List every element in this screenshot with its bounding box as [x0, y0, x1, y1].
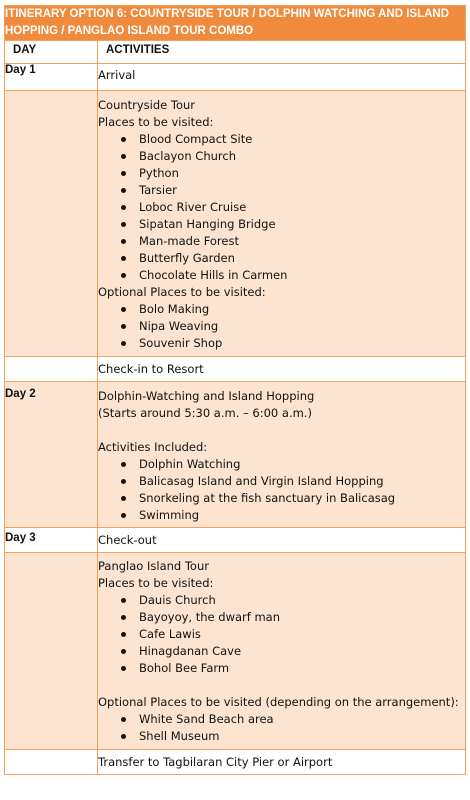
list-item: Cafe Lawis	[98, 626, 465, 643]
day3-transfer-empty	[5, 750, 98, 775]
day2-time: (Starts around 5:30 a.m. – 6:00 a.m.)	[98, 406, 312, 420]
day1-tour-name: Countryside Tour	[98, 98, 196, 112]
day1-optional-list	[98, 301, 465, 352]
day1-checkin-empty	[5, 357, 98, 382]
day1-optional-label: Optional Places to be visited:	[98, 285, 266, 299]
bullet-icon	[121, 734, 126, 739]
list-item: Dolphin Watching	[98, 456, 465, 473]
list-item: Shell Museum	[98, 728, 465, 745]
day1-empty-cell	[5, 91, 98, 357]
list-item: Dauis Church	[98, 592, 465, 609]
list-item: Butterfly Garden	[98, 250, 465, 267]
bullet-icon	[121, 479, 126, 484]
bullet-icon	[121, 649, 126, 654]
day3-optional-list	[98, 711, 465, 745]
bullet-icon	[121, 341, 126, 346]
day1-places-list	[98, 131, 465, 284]
day3-places-list	[98, 592, 465, 677]
bullet-icon	[121, 205, 126, 210]
day2-title: Dolphin-Watching and Island Hopping	[98, 389, 315, 403]
bullet-icon	[121, 632, 126, 637]
bullet-icon	[121, 222, 126, 227]
list-item: Chocolate Hills in Carmen	[98, 267, 465, 284]
bullet-icon	[121, 598, 126, 603]
bullet-icon	[121, 717, 126, 722]
bullet-icon	[121, 666, 126, 671]
bullet-icon	[121, 513, 126, 518]
list-item: Blood Compact Site	[98, 131, 465, 148]
list-item: Nipa Weaving	[98, 318, 465, 335]
day3-optional-label: Optional Places to be visited (depending on the arrangement):	[98, 695, 459, 709]
header-activities: ACTIVITIES	[106, 44, 170, 56]
list-item: Balicasag Island and Virgin Island Hopping	[98, 473, 465, 490]
day2-row	[5, 382, 466, 528]
list-item: Sipatan Hanging Bridge	[98, 216, 465, 233]
day1-tour-row	[5, 91, 466, 357]
bullet-icon	[121, 324, 126, 329]
bullet-icon	[121, 496, 126, 501]
bullet-icon	[121, 256, 126, 261]
day3-checkout: Check-out	[98, 528, 466, 553]
bullet-icon	[121, 239, 126, 244]
list-item: Bayoyoy, the dwarf man	[98, 609, 465, 626]
list-item: Swimming	[98, 507, 465, 524]
list-item: Snorkeling at the fish sanctuary in Balicasag	[98, 490, 465, 507]
list-item: White Sand Beach area	[98, 711, 465, 728]
bullet-icon	[121, 137, 126, 142]
day1-arrival: Arrival	[98, 64, 466, 91]
bullet-icon	[121, 188, 126, 193]
bullet-icon	[121, 615, 126, 620]
day1-checkin: Check-in to Resort	[98, 357, 466, 382]
day1-label: Day 1	[5, 64, 98, 91]
list-item: Souvenir Shop	[98, 335, 465, 352]
day3-label: Day 3	[5, 528, 98, 553]
list-item: Man-made Forest	[98, 233, 465, 250]
list-item: Bohol Bee Farm	[98, 660, 465, 677]
itinerary-title: ITINERARY OPTION 6: COUNTRYSIDE TOUR / DOLPHIN WATCHING AND ISLAND HOPPING / PANGLAO ISLAND TOUR COMBO	[5, 6, 466, 41]
list-item: Python	[98, 165, 465, 182]
day3-tour-name: Panglao Island Tour	[98, 559, 209, 573]
list-item: Tarsier	[98, 182, 465, 199]
header-day: DAY	[13, 44, 37, 56]
bullet-icon	[121, 462, 126, 467]
itinerary-table	[4, 5, 466, 775]
bullet-icon	[121, 273, 126, 278]
day2-label: Day 2	[5, 382, 98, 528]
day1-checkin-row	[5, 357, 466, 382]
day2-included-label: Activities Included:	[98, 440, 208, 454]
list-item: Hinagdanan Cave	[98, 643, 465, 660]
day3-checkout-row	[5, 528, 466, 553]
list-item: Loboc River Cruise	[98, 199, 465, 216]
list-item: Bolo Making	[98, 301, 465, 318]
day2-activities-list	[98, 456, 465, 524]
list-item: Baclayon Church	[98, 148, 465, 165]
title-row	[5, 6, 466, 41]
day3-tour-row	[5, 553, 466, 750]
day1-arrival-row	[5, 64, 466, 91]
day3-transfer-row	[5, 750, 466, 775]
day3-places-label: Places to be visited:	[98, 576, 214, 590]
bullet-icon	[121, 171, 126, 176]
bullet-icon	[121, 154, 126, 159]
header-row	[5, 41, 466, 64]
day3-empty-cell	[5, 553, 98, 750]
day1-places-label: Places to be visited:	[98, 115, 214, 129]
day3-transfer: Transfer to Tagbilaran City Pier or Airport	[98, 750, 466, 775]
bullet-icon	[121, 307, 126, 312]
